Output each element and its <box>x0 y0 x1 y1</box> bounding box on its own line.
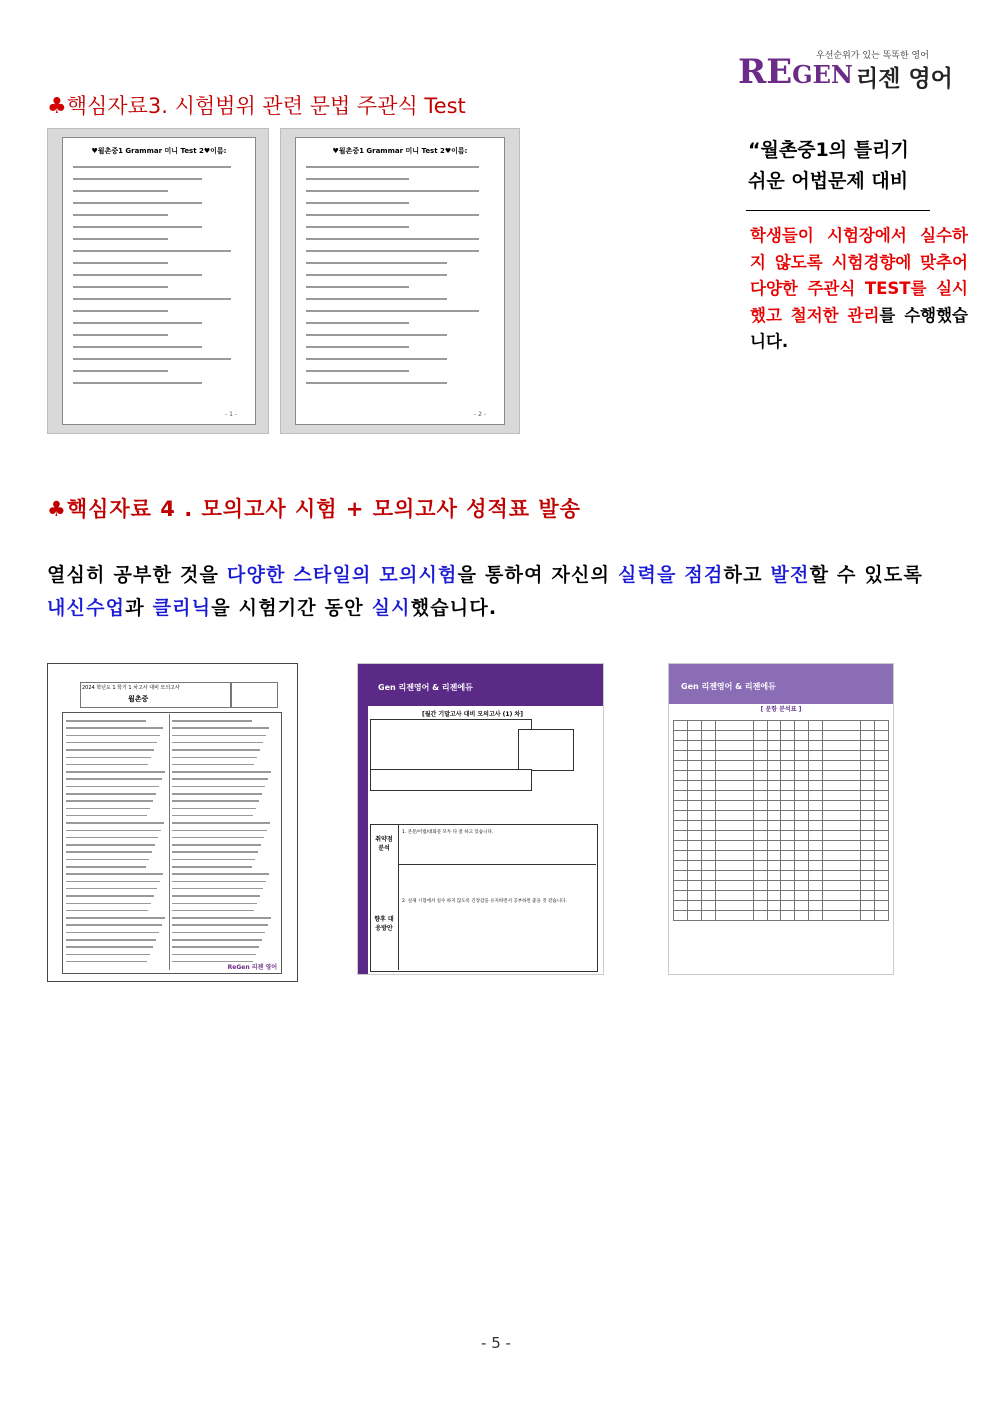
grammar-test-thumb-2 <box>280 128 520 434</box>
exam-text-line <box>172 866 252 868</box>
report-label-2: 향후 대응방안 <box>374 916 394 932</box>
exam-text-line <box>66 786 159 788</box>
exam-text-line <box>172 727 269 729</box>
side-black-text: 를 수행했습니다. <box>750 305 968 351</box>
exam-text-line <box>66 932 159 934</box>
exam-text-line <box>172 946 259 948</box>
exam-text-line <box>66 939 156 941</box>
report-row-1: 1. 본문/어법/대화문 모두 다 잘 하고 있습니다. <box>402 830 494 835</box>
exam-text-line <box>172 793 262 795</box>
para-segment: 하고 <box>723 564 771 586</box>
exam-text-line <box>66 808 150 810</box>
exam-text-line <box>66 815 147 817</box>
exam-text-line <box>172 939 262 941</box>
score-table-thumb <box>668 663 894 975</box>
logo-tagline: 우선순위가 있는 똑똑한 영어 <box>816 51 929 61</box>
para-segment: 과 <box>125 597 153 619</box>
exam-text-line <box>172 771 271 773</box>
exam-text-line <box>66 917 165 919</box>
section4-paragraph <box>47 559 945 625</box>
exam-text-line <box>172 815 253 817</box>
exam-text-line <box>66 888 157 890</box>
logo-brand: REGEN <box>738 52 853 92</box>
side-description <box>750 223 968 356</box>
exam-text-line <box>66 866 146 868</box>
exam-text-line <box>66 946 153 948</box>
report-title: [월간 기말고사 대비 모의고사 (1) 차] <box>422 711 523 718</box>
exam-text-line <box>66 720 146 722</box>
exam-text-line <box>172 954 256 956</box>
thumb2-title: ♥월촌중1 Grammar 미니 Test 2♥이름: <box>332 147 468 155</box>
exam-text-line <box>172 895 260 897</box>
para-segment: 클리닉 <box>152 597 212 619</box>
para-segment: 실력을 점검 <box>617 564 724 586</box>
report-row-2: 2. 실제 시험에서 실수 하지 않도록 긴장감을 유지하면서 공부하면 좋을 것 같습니다. <box>402 899 567 904</box>
exam-text-line <box>172 808 256 810</box>
para-segment: 했습니다. <box>410 597 498 619</box>
exam-text-line <box>172 873 269 875</box>
para-segment: 열심히 공부한 것을 <box>47 564 227 586</box>
exam-text-line <box>172 822 270 824</box>
score-header: Gen 리젠영어 & 리젠에듀 <box>681 682 776 691</box>
side-quote <box>748 135 909 197</box>
thumb1-title: ♥월촌중1 Grammar 미니 Test 2♥이름: <box>91 147 227 155</box>
exam-text-line <box>66 793 156 795</box>
divider <box>746 210 930 211</box>
exam-text-line <box>172 837 264 839</box>
club-icon: ♣ <box>47 94 67 119</box>
para-segment: 내신수업 <box>47 597 126 619</box>
exam-text-line <box>172 910 254 912</box>
exam-text-line <box>172 924 268 926</box>
exam-text-line <box>66 954 150 956</box>
exam-text-line <box>172 757 257 759</box>
exam-text-line <box>66 924 162 926</box>
exam-text-line <box>66 873 163 875</box>
exam-text-line <box>66 844 155 846</box>
para-segment: 을 시험기간 동안 <box>211 597 372 619</box>
exam-text-line <box>66 895 154 897</box>
exam-text-line <box>66 881 160 883</box>
exam-text-line <box>172 903 257 905</box>
grammar-test-thumb-1 <box>47 128 269 434</box>
thumb1-page: - 1 - <box>225 411 237 418</box>
section3-heading: ♣핵심자료3. 시험범위 관련 문법 주관식 Test <box>47 94 466 119</box>
exam-text-line <box>172 859 255 861</box>
score-title: [ 문항 분석표 ] <box>760 706 802 713</box>
logo-name-kr: 리젠 영어 <box>856 66 953 92</box>
exam-text-line <box>66 910 148 912</box>
exam-text-line <box>172 749 260 751</box>
exam-text-line <box>66 771 165 773</box>
exam-text-line <box>172 844 261 846</box>
report-label-1: 취약점 분석 <box>375 836 393 852</box>
exam-text-line <box>66 822 164 824</box>
exam-text-line <box>172 881 266 883</box>
side-red-text: 학생들이 시험장에서 실수하지 않도록 시험경향에 맞추어 다양한 주관식 TEST를 실시했고 철저한 관리 <box>750 226 968 325</box>
score-grid <box>673 720 889 921</box>
exam-school: 월촌중 <box>128 695 149 703</box>
page-number: - 5 - <box>481 1334 511 1352</box>
section4-heading: ♣핵심자료 4 . 모의고사 시험 + 모의고사 성적표 발송 <box>47 497 581 521</box>
report-header: Gen 리젠영어 & 리젠에듀 <box>378 683 473 692</box>
report-card-thumb <box>357 663 604 975</box>
exam-text-line <box>172 735 266 737</box>
mock-exam-thumb <box>47 663 298 982</box>
exam-text-line <box>66 735 160 737</box>
exam-text-line <box>66 903 151 905</box>
thumb2-page: - 2 - <box>474 411 486 418</box>
exam-text-line <box>66 727 163 729</box>
exam-text-line <box>172 830 267 832</box>
exam-text-line <box>172 851 258 853</box>
para-segment: 을 통하여 자신의 <box>457 564 618 586</box>
exam-text-line <box>172 800 259 802</box>
exam-footer-logo: ReGen 리젠 영어 <box>227 964 277 971</box>
exam-text-line <box>172 917 271 919</box>
exam-text-line <box>172 786 265 788</box>
exam-text-line <box>172 720 252 722</box>
exam-text-line <box>66 837 158 839</box>
exam-text-line <box>66 859 149 861</box>
exam-text-line <box>172 778 268 780</box>
side-quote-line-1: “월촌중1의 틀리기 <box>748 139 909 161</box>
exam-text-line <box>66 757 151 759</box>
regen-logo <box>738 48 953 92</box>
exam-text-line <box>172 764 254 766</box>
para-segment: 발전 <box>770 564 810 586</box>
exam-text-line <box>172 888 263 890</box>
exam-text-line <box>66 800 153 802</box>
para-segment: 할 수 있도록 <box>809 564 923 586</box>
exam-text-line <box>66 742 157 744</box>
exam-text-line <box>66 961 147 963</box>
para-segment: 다양한 스타일의 모의시험 <box>226 564 458 586</box>
exam-text-line <box>66 749 154 751</box>
exam-text-line <box>66 851 152 853</box>
exam-text-line <box>66 764 148 766</box>
side-quote-line-2: 쉬운 어법문제 대비 <box>748 170 909 192</box>
exam-text-line <box>66 778 162 780</box>
exam-text-line <box>172 742 263 744</box>
club-icon: ♣ <box>47 497 67 521</box>
exam-title: 2024 학년도 1 학기 1 차고사 대비 모의고사 <box>82 685 180 691</box>
exam-text-line <box>172 932 265 934</box>
exam-text-line <box>66 830 161 832</box>
para-segment: 실시 <box>371 597 411 619</box>
